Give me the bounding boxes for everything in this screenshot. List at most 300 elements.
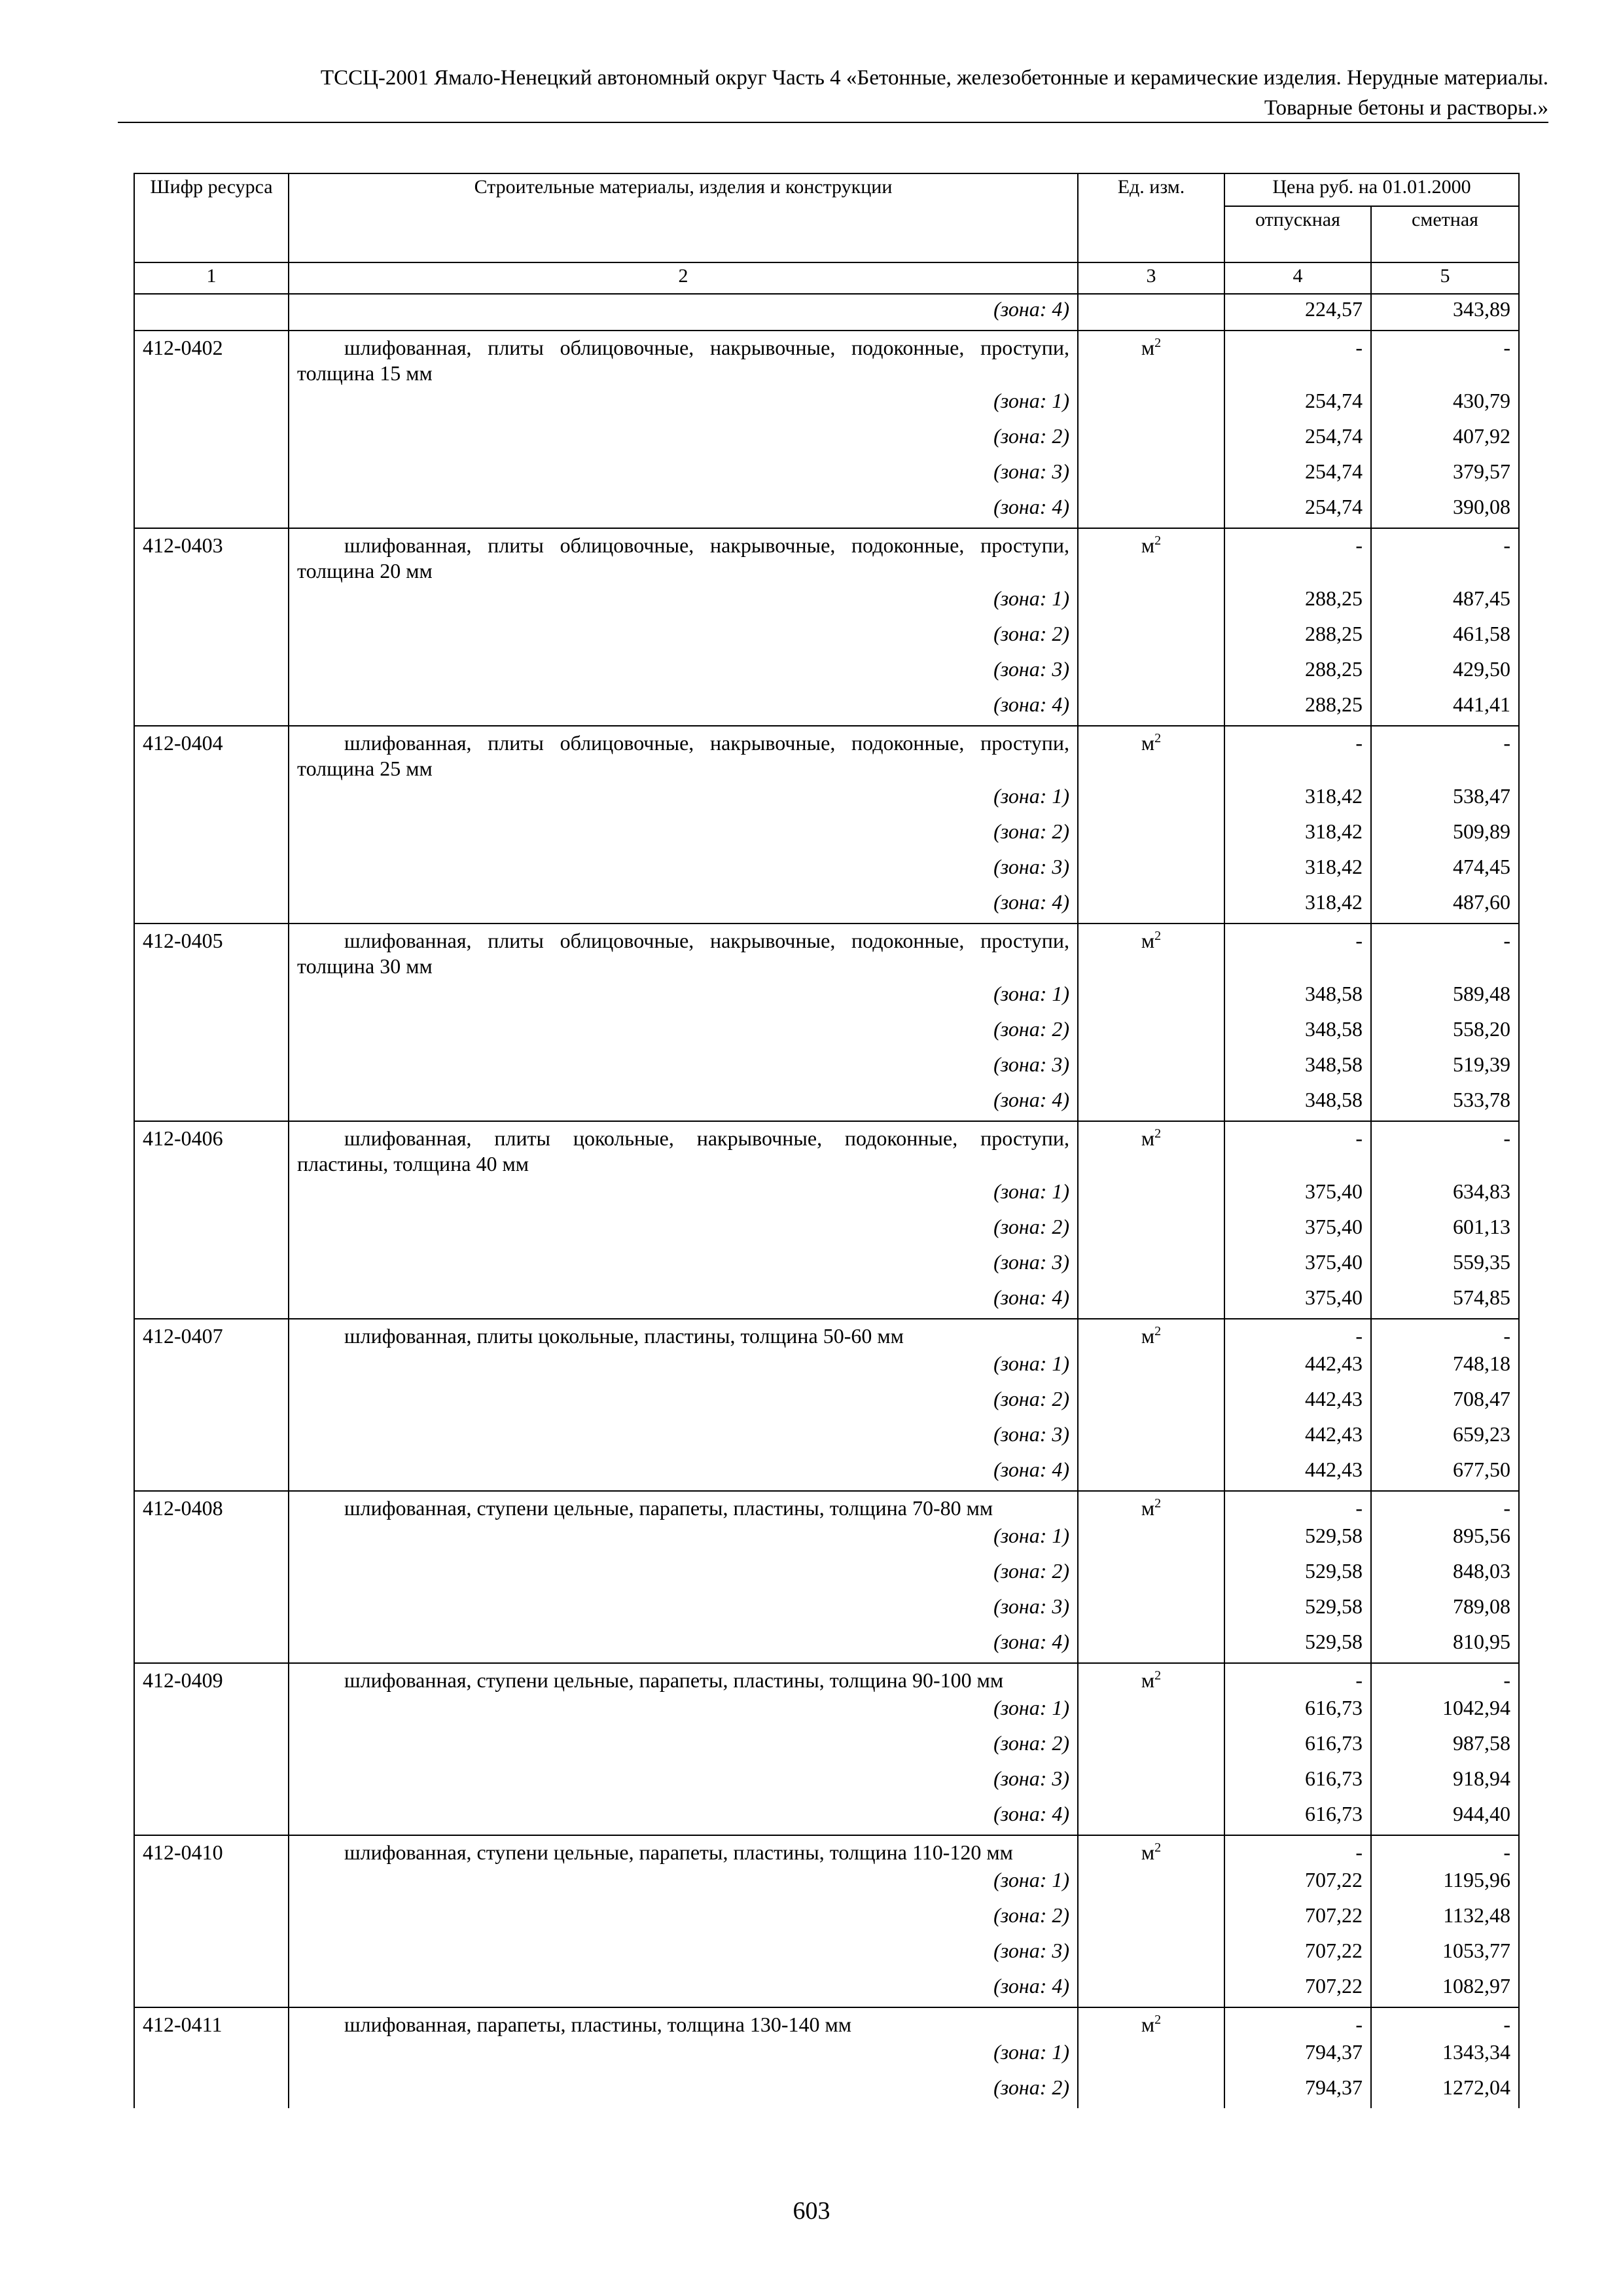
zone-label: (зона: 4) bbox=[289, 1627, 1078, 1663]
zone-label: (зона: 1) bbox=[289, 781, 1078, 817]
running-header bbox=[118, 63, 1548, 123]
zone-code bbox=[134, 1384, 289, 1420]
zone-code bbox=[134, 457, 289, 492]
zone-row bbox=[134, 1050, 1519, 1085]
zone-release-price: 254,74 bbox=[1224, 386, 1371, 422]
unit-label: м bbox=[1141, 1126, 1155, 1150]
zone-unit bbox=[1078, 888, 1224, 924]
zone-estimate-price: 1132,48 bbox=[1371, 1901, 1519, 1936]
zone-label: (зона: 4) bbox=[289, 1971, 1078, 2007]
unit-label: м bbox=[1141, 1324, 1155, 1348]
item-unit bbox=[1078, 924, 1224, 979]
unit-label: м bbox=[1141, 929, 1155, 952]
col-number-4: 4 bbox=[1224, 262, 1371, 294]
zone-release-price: 348,58 bbox=[1224, 1050, 1371, 1085]
zone-unit bbox=[1078, 979, 1224, 1014]
unit-exponent: 2 bbox=[1154, 1840, 1162, 1855]
zone-row bbox=[134, 690, 1519, 726]
zone-row bbox=[134, 2073, 1519, 2108]
zone-release-price: 288,25 bbox=[1224, 584, 1371, 619]
item-release-price: - bbox=[1224, 924, 1371, 979]
item-description: шлифованная, плиты облицовочные, накрывочные, подоконные, проступи, толщина 25 мм bbox=[289, 726, 1078, 781]
zone-unit bbox=[1078, 422, 1224, 457]
zone-estimate-price: 810,95 bbox=[1371, 1627, 1519, 1663]
zone-release-price: 707,22 bbox=[1224, 1865, 1371, 1901]
zone-row bbox=[134, 1729, 1519, 1764]
item-row bbox=[134, 726, 1519, 781]
zone-row bbox=[134, 1556, 1519, 1592]
zone-label: (зона: 3) bbox=[289, 1936, 1078, 1971]
zone-unit bbox=[1078, 1556, 1224, 1592]
zone-release-price: 442,43 bbox=[1224, 1349, 1371, 1384]
item-row bbox=[134, 1663, 1519, 1693]
zone-release-price: 707,22 bbox=[1224, 1901, 1371, 1936]
col-number-1: 1 bbox=[134, 262, 289, 294]
zone-release-price: 375,40 bbox=[1224, 1247, 1371, 1283]
zone-label: (зона: 4) bbox=[289, 1085, 1078, 1121]
unit-exponent: 2 bbox=[1154, 533, 1162, 548]
zone-label: (зона: 3) bbox=[289, 1420, 1078, 1455]
running-header-line-2: Товарные бетоны и растворы.» bbox=[1264, 96, 1548, 120]
zone-estimate-price: 848,03 bbox=[1371, 1556, 1519, 1592]
zone-unit bbox=[1078, 619, 1224, 655]
zone-row bbox=[134, 1521, 1519, 1556]
zone-code bbox=[134, 1556, 289, 1592]
zone-release-price: 442,43 bbox=[1224, 1420, 1371, 1455]
unit-label: м bbox=[1141, 1496, 1155, 1520]
item-row bbox=[134, 1491, 1519, 1521]
zone-label: (зона: 3) bbox=[289, 1764, 1078, 1799]
zone-row bbox=[134, 1247, 1519, 1283]
item-unit bbox=[1078, 1491, 1224, 1521]
zone-estimate-price: 487,60 bbox=[1371, 888, 1519, 924]
zone-code bbox=[134, 1693, 289, 1729]
table-header bbox=[134, 173, 1519, 294]
unit-label: м bbox=[1141, 533, 1155, 557]
zone-row bbox=[134, 1349, 1519, 1384]
zone-code bbox=[134, 1177, 289, 1212]
zone-label: (зона: 4) bbox=[289, 1799, 1078, 1835]
zone-label: (зона: 1) bbox=[289, 1177, 1078, 1212]
zone-row bbox=[134, 1693, 1519, 1729]
zone-estimate-price: 1343,34 bbox=[1371, 2037, 1519, 2073]
zone-label: (зона: 2) bbox=[289, 1014, 1078, 1050]
zone-code bbox=[134, 386, 289, 422]
zone-row bbox=[134, 979, 1519, 1014]
zone-release-price: 375,40 bbox=[1224, 1283, 1371, 1319]
zone-estimate-price: 677,50 bbox=[1371, 1455, 1519, 1491]
zone-unit bbox=[1078, 1865, 1224, 1901]
item-row bbox=[134, 2007, 1519, 2037]
zone-row bbox=[134, 492, 1519, 528]
zone-code bbox=[134, 690, 289, 726]
item-release-price: - bbox=[1224, 1663, 1371, 1693]
item-code: 412-0405 bbox=[134, 924, 289, 979]
zone-unit bbox=[1078, 1799, 1224, 1835]
item-unit bbox=[1078, 726, 1224, 781]
zone-estimate-price: 558,20 bbox=[1371, 1014, 1519, 1050]
zone-estimate-price: 519,39 bbox=[1371, 1050, 1519, 1085]
zone-row bbox=[134, 1420, 1519, 1455]
zone-release-price: 348,58 bbox=[1224, 1014, 1371, 1050]
zone-unit bbox=[1078, 1521, 1224, 1556]
item-description: шлифованная, ступени цельные, парапеты, пластины, толщина 110-120 мм bbox=[289, 1835, 1078, 1865]
col-code-header: Шифр ресурса bbox=[134, 173, 289, 262]
zone-row bbox=[134, 1764, 1519, 1799]
col-number-5: 5 bbox=[1371, 262, 1519, 294]
zone-estimate-price: 538,47 bbox=[1371, 781, 1519, 817]
zone-code bbox=[134, 1050, 289, 1085]
zone-release-price: 442,43 bbox=[1224, 1384, 1371, 1420]
zone-code bbox=[134, 422, 289, 457]
carry-over-estimate: 343,89 bbox=[1371, 294, 1519, 331]
zone-unit bbox=[1078, 1420, 1224, 1455]
zone-code bbox=[134, 852, 289, 888]
zone-estimate-price: 487,45 bbox=[1371, 584, 1519, 619]
col-unit-header: Ед. изм. bbox=[1078, 173, 1224, 262]
zone-row bbox=[134, 2037, 1519, 2073]
col-release-header: отпускная bbox=[1224, 206, 1371, 262]
zone-row bbox=[134, 1177, 1519, 1212]
item-release-price: - bbox=[1224, 1491, 1371, 1521]
zone-estimate-price: 895,56 bbox=[1371, 1521, 1519, 1556]
col-name-header: Строительные материалы, изделия и конструкции bbox=[289, 173, 1078, 262]
carry-over-zone: (зона: 4) bbox=[289, 294, 1078, 331]
zone-label: (зона: 4) bbox=[289, 888, 1078, 924]
zone-code bbox=[134, 1521, 289, 1556]
zone-label: (зона: 3) bbox=[289, 655, 1078, 690]
zone-label: (зона: 4) bbox=[289, 690, 1078, 726]
item-estimate-price: - bbox=[1371, 2007, 1519, 2037]
price-table bbox=[134, 173, 1520, 2108]
item-estimate-price: - bbox=[1371, 331, 1519, 386]
zone-estimate-price: 390,08 bbox=[1371, 492, 1519, 528]
zone-row bbox=[134, 1212, 1519, 1247]
zone-code bbox=[134, 1014, 289, 1050]
zone-estimate-price: 708,47 bbox=[1371, 1384, 1519, 1420]
unit-label: м bbox=[1141, 2013, 1155, 2036]
zone-unit bbox=[1078, 386, 1224, 422]
item-description: шлифованная, плиты облицовочные, накрывочные, подоконные, проступи, толщина 15 мм bbox=[289, 331, 1078, 386]
zone-label: (зона: 2) bbox=[289, 1729, 1078, 1764]
zone-unit bbox=[1078, 817, 1224, 852]
zone-row bbox=[134, 1865, 1519, 1901]
zone-code bbox=[134, 1420, 289, 1455]
item-estimate-price: - bbox=[1371, 1663, 1519, 1693]
zone-code bbox=[134, 1865, 289, 1901]
zone-release-price: 616,73 bbox=[1224, 1764, 1371, 1799]
zone-release-price: 375,40 bbox=[1224, 1212, 1371, 1247]
item-unit bbox=[1078, 2007, 1224, 2037]
zone-row bbox=[134, 422, 1519, 457]
zone-unit bbox=[1078, 852, 1224, 888]
col-price-group-header: Цена руб. на 01.01.2000 bbox=[1224, 173, 1519, 206]
item-unit bbox=[1078, 1835, 1224, 1865]
zone-code bbox=[134, 817, 289, 852]
unit-exponent: 2 bbox=[1154, 731, 1162, 745]
zone-unit bbox=[1078, 781, 1224, 817]
zone-release-price: 442,43 bbox=[1224, 1455, 1371, 1491]
item-description: шлифованная, ступени цельные, парапеты, пластины, толщина 70-80 мм bbox=[289, 1491, 1078, 1521]
zone-row bbox=[134, 457, 1519, 492]
zone-estimate-price: 589,48 bbox=[1371, 979, 1519, 1014]
zone-estimate-price: 944,40 bbox=[1371, 1799, 1519, 1835]
zone-release-price: 616,73 bbox=[1224, 1693, 1371, 1729]
zone-row bbox=[134, 1384, 1519, 1420]
item-estimate-price: - bbox=[1371, 726, 1519, 781]
item-estimate-price: - bbox=[1371, 1121, 1519, 1177]
zone-label: (зона: 2) bbox=[289, 1384, 1078, 1420]
carry-over-row bbox=[134, 294, 1519, 331]
zone-unit bbox=[1078, 1283, 1224, 1319]
zone-release-price: 318,42 bbox=[1224, 781, 1371, 817]
zone-code bbox=[134, 492, 289, 528]
item-estimate-price: - bbox=[1371, 1319, 1519, 1349]
zone-release-price: 348,58 bbox=[1224, 1085, 1371, 1121]
zone-release-price: 318,42 bbox=[1224, 852, 1371, 888]
zone-unit bbox=[1078, 1455, 1224, 1491]
zone-release-price: 529,58 bbox=[1224, 1592, 1371, 1627]
item-release-price: - bbox=[1224, 331, 1371, 386]
zone-row bbox=[134, 1455, 1519, 1491]
zone-label: (зона: 4) bbox=[289, 492, 1078, 528]
zone-estimate-price: 559,35 bbox=[1371, 1247, 1519, 1283]
zone-code bbox=[134, 584, 289, 619]
zone-estimate-price: 429,50 bbox=[1371, 655, 1519, 690]
zone-label: (зона: 2) bbox=[289, 422, 1078, 457]
item-row bbox=[134, 1835, 1519, 1865]
item-row bbox=[134, 528, 1519, 584]
zone-estimate-price: 1053,77 bbox=[1371, 1936, 1519, 1971]
zone-unit bbox=[1078, 457, 1224, 492]
unit-exponent: 2 bbox=[1154, 1126, 1162, 1141]
item-release-price: - bbox=[1224, 528, 1371, 584]
zone-unit bbox=[1078, 1212, 1224, 1247]
zone-code bbox=[134, 1971, 289, 2007]
zone-row bbox=[134, 1971, 1519, 2007]
item-release-price: - bbox=[1224, 726, 1371, 781]
zone-release-price: 529,58 bbox=[1224, 1556, 1371, 1592]
zone-label: (зона: 1) bbox=[289, 1349, 1078, 1384]
page-number: 603 bbox=[793, 2197, 830, 2225]
zone-unit bbox=[1078, 1384, 1224, 1420]
zone-code bbox=[134, 1283, 289, 1319]
item-release-price: - bbox=[1224, 2007, 1371, 2037]
zone-estimate-price: 659,23 bbox=[1371, 1420, 1519, 1455]
item-row bbox=[134, 1319, 1519, 1349]
zone-code bbox=[134, 1247, 289, 1283]
item-release-price: - bbox=[1224, 1319, 1371, 1349]
zone-unit bbox=[1078, 1764, 1224, 1799]
zone-label: (зона: 2) bbox=[289, 1556, 1078, 1592]
item-description: шлифованная, плиты облицовочные, накрывочные, подоконные, проступи, толщина 20 мм bbox=[289, 528, 1078, 584]
zone-estimate-price: 1195,96 bbox=[1371, 1865, 1519, 1901]
zone-label: (зона: 4) bbox=[289, 1455, 1078, 1491]
item-unit bbox=[1078, 1121, 1224, 1177]
unit-exponent: 2 bbox=[1154, 1324, 1162, 1338]
unit-label: м bbox=[1141, 336, 1155, 359]
zone-unit bbox=[1078, 492, 1224, 528]
item-description: шлифованная, ступени цельные, парапеты, пластины, толщина 90-100 мм bbox=[289, 1663, 1078, 1693]
zone-row bbox=[134, 888, 1519, 924]
zone-row bbox=[134, 1799, 1519, 1835]
zone-unit bbox=[1078, 690, 1224, 726]
zone-code bbox=[134, 1799, 289, 1835]
zone-unit bbox=[1078, 1729, 1224, 1764]
item-row bbox=[134, 924, 1519, 979]
zone-label: (зона: 1) bbox=[289, 386, 1078, 422]
zone-unit bbox=[1078, 1050, 1224, 1085]
zone-label: (зона: 3) bbox=[289, 457, 1078, 492]
unit-exponent: 2 bbox=[1154, 1496, 1162, 1511]
zone-estimate-price: 461,58 bbox=[1371, 619, 1519, 655]
zone-label: (зона: 3) bbox=[289, 1247, 1078, 1283]
zone-unit bbox=[1078, 655, 1224, 690]
zone-release-price: 616,73 bbox=[1224, 1729, 1371, 1764]
zone-estimate-price: 1082,97 bbox=[1371, 1971, 1519, 2007]
zone-code bbox=[134, 1455, 289, 1491]
carry-over-code bbox=[134, 294, 289, 331]
col-estimate-header: сметная bbox=[1371, 206, 1519, 262]
item-description: шлифованная, плиты цокольные, пластины, толщина 50-60 мм bbox=[289, 1319, 1078, 1349]
table-body bbox=[134, 294, 1519, 2108]
zone-label: (зона: 2) bbox=[289, 1212, 1078, 1247]
zone-unit bbox=[1078, 1247, 1224, 1283]
zone-estimate-price: 379,57 bbox=[1371, 457, 1519, 492]
unit-label: м bbox=[1141, 1668, 1155, 1692]
zone-release-price: 254,74 bbox=[1224, 492, 1371, 528]
zone-row bbox=[134, 584, 1519, 619]
item-row bbox=[134, 1121, 1519, 1177]
item-code: 412-0410 bbox=[134, 1835, 289, 1865]
zone-unit bbox=[1078, 1085, 1224, 1121]
carry-over-unit bbox=[1078, 294, 1224, 331]
zone-row bbox=[134, 655, 1519, 690]
item-estimate-price: - bbox=[1371, 924, 1519, 979]
zone-unit bbox=[1078, 1014, 1224, 1050]
item-unit bbox=[1078, 1663, 1224, 1693]
zone-code bbox=[134, 1901, 289, 1936]
item-unit bbox=[1078, 1319, 1224, 1349]
zone-code bbox=[134, 979, 289, 1014]
item-description: шлифованная, плиты облицовочные, накрывочные, подоконные, проступи, толщина 30 мм bbox=[289, 924, 1078, 979]
zone-estimate-price: 634,83 bbox=[1371, 1177, 1519, 1212]
col-number-2: 2 bbox=[289, 262, 1078, 294]
zone-code bbox=[134, 2037, 289, 2073]
zone-estimate-price: 574,85 bbox=[1371, 1283, 1519, 1319]
zone-row bbox=[134, 1901, 1519, 1936]
zone-row bbox=[134, 1283, 1519, 1319]
zone-label: (зона: 2) bbox=[289, 817, 1078, 852]
zone-label: (зона: 4) bbox=[289, 1283, 1078, 1319]
zone-estimate-price: 789,08 bbox=[1371, 1592, 1519, 1627]
zone-code bbox=[134, 1592, 289, 1627]
zone-row bbox=[134, 1592, 1519, 1627]
zone-label: (зона: 2) bbox=[289, 2073, 1078, 2108]
item-row bbox=[134, 331, 1519, 386]
zone-code bbox=[134, 1936, 289, 1971]
item-code: 412-0411 bbox=[134, 2007, 289, 2037]
item-estimate-price: - bbox=[1371, 528, 1519, 584]
zone-code bbox=[134, 655, 289, 690]
zone-row bbox=[134, 817, 1519, 852]
zone-code bbox=[134, 888, 289, 924]
zone-label: (зона: 1) bbox=[289, 1865, 1078, 1901]
zone-estimate-price: 601,13 bbox=[1371, 1212, 1519, 1247]
zone-release-price: 318,42 bbox=[1224, 817, 1371, 852]
zone-label: (зона: 1) bbox=[289, 1693, 1078, 1729]
zone-estimate-price: 918,94 bbox=[1371, 1764, 1519, 1799]
zone-row bbox=[134, 386, 1519, 422]
item-description: шлифованная, плиты цокольные, накрывочные, подоконные, проступи, пластины, толщина 40 мм bbox=[289, 1121, 1078, 1177]
zone-unit bbox=[1078, 584, 1224, 619]
unit-exponent: 2 bbox=[1154, 1668, 1162, 1683]
zone-release-price: 707,22 bbox=[1224, 1936, 1371, 1971]
item-estimate-price: - bbox=[1371, 1491, 1519, 1521]
item-estimate-price: - bbox=[1371, 1835, 1519, 1865]
zone-release-price: 288,25 bbox=[1224, 619, 1371, 655]
col-number-3: 3 bbox=[1078, 262, 1224, 294]
zone-release-price: 375,40 bbox=[1224, 1177, 1371, 1212]
item-release-price: - bbox=[1224, 1121, 1371, 1177]
zone-code bbox=[134, 1085, 289, 1121]
zone-release-price: 794,37 bbox=[1224, 2073, 1371, 2108]
zone-row bbox=[134, 852, 1519, 888]
carry-over-release: 224,57 bbox=[1224, 294, 1371, 331]
zone-estimate-price: 533,78 bbox=[1371, 1085, 1519, 1121]
zone-row bbox=[134, 1014, 1519, 1050]
item-release-price: - bbox=[1224, 1835, 1371, 1865]
header-rule bbox=[118, 122, 1548, 123]
zone-code bbox=[134, 1212, 289, 1247]
zone-label: (зона: 2) bbox=[289, 1901, 1078, 1936]
zone-unit bbox=[1078, 1349, 1224, 1384]
zone-row bbox=[134, 619, 1519, 655]
zone-label: (зона: 3) bbox=[289, 1050, 1078, 1085]
zone-release-price: 254,74 bbox=[1224, 457, 1371, 492]
zone-release-price: 707,22 bbox=[1224, 1971, 1371, 2007]
zone-row bbox=[134, 1085, 1519, 1121]
item-code: 412-0403 bbox=[134, 528, 289, 584]
zone-label: (зона: 1) bbox=[289, 2037, 1078, 2073]
zone-estimate-price: 441,41 bbox=[1371, 690, 1519, 726]
zone-release-price: 254,74 bbox=[1224, 422, 1371, 457]
zone-release-price: 616,73 bbox=[1224, 1799, 1371, 1835]
zone-estimate-price: 1272,04 bbox=[1371, 2073, 1519, 2108]
zone-unit bbox=[1078, 1627, 1224, 1663]
zone-label: (зона: 1) bbox=[289, 979, 1078, 1014]
unit-label: м bbox=[1141, 1840, 1155, 1864]
zone-unit bbox=[1078, 1971, 1224, 2007]
zone-code bbox=[134, 619, 289, 655]
zone-code bbox=[134, 781, 289, 817]
zone-code bbox=[134, 1764, 289, 1799]
zone-release-price: 348,58 bbox=[1224, 979, 1371, 1014]
zone-label: (зона: 3) bbox=[289, 1592, 1078, 1627]
zone-estimate-price: 474,45 bbox=[1371, 852, 1519, 888]
zone-estimate-price: 509,89 bbox=[1371, 817, 1519, 852]
item-code: 412-0409 bbox=[134, 1663, 289, 1693]
zone-release-price: 529,58 bbox=[1224, 1521, 1371, 1556]
zone-unit bbox=[1078, 1592, 1224, 1627]
item-code: 412-0402 bbox=[134, 331, 289, 386]
zone-estimate-price: 407,92 bbox=[1371, 422, 1519, 457]
zone-label: (зона: 2) bbox=[289, 619, 1078, 655]
running-header-line-1: ТССЦ-2001 Ямало-Ненецкий автономный округ Часть 4 «Бетонные, железобетонные и керамические изделия. Нерудные материалы. bbox=[320, 66, 1548, 90]
zone-release-price: 318,42 bbox=[1224, 888, 1371, 924]
zone-unit bbox=[1078, 2073, 1224, 2108]
item-code: 412-0408 bbox=[134, 1491, 289, 1521]
